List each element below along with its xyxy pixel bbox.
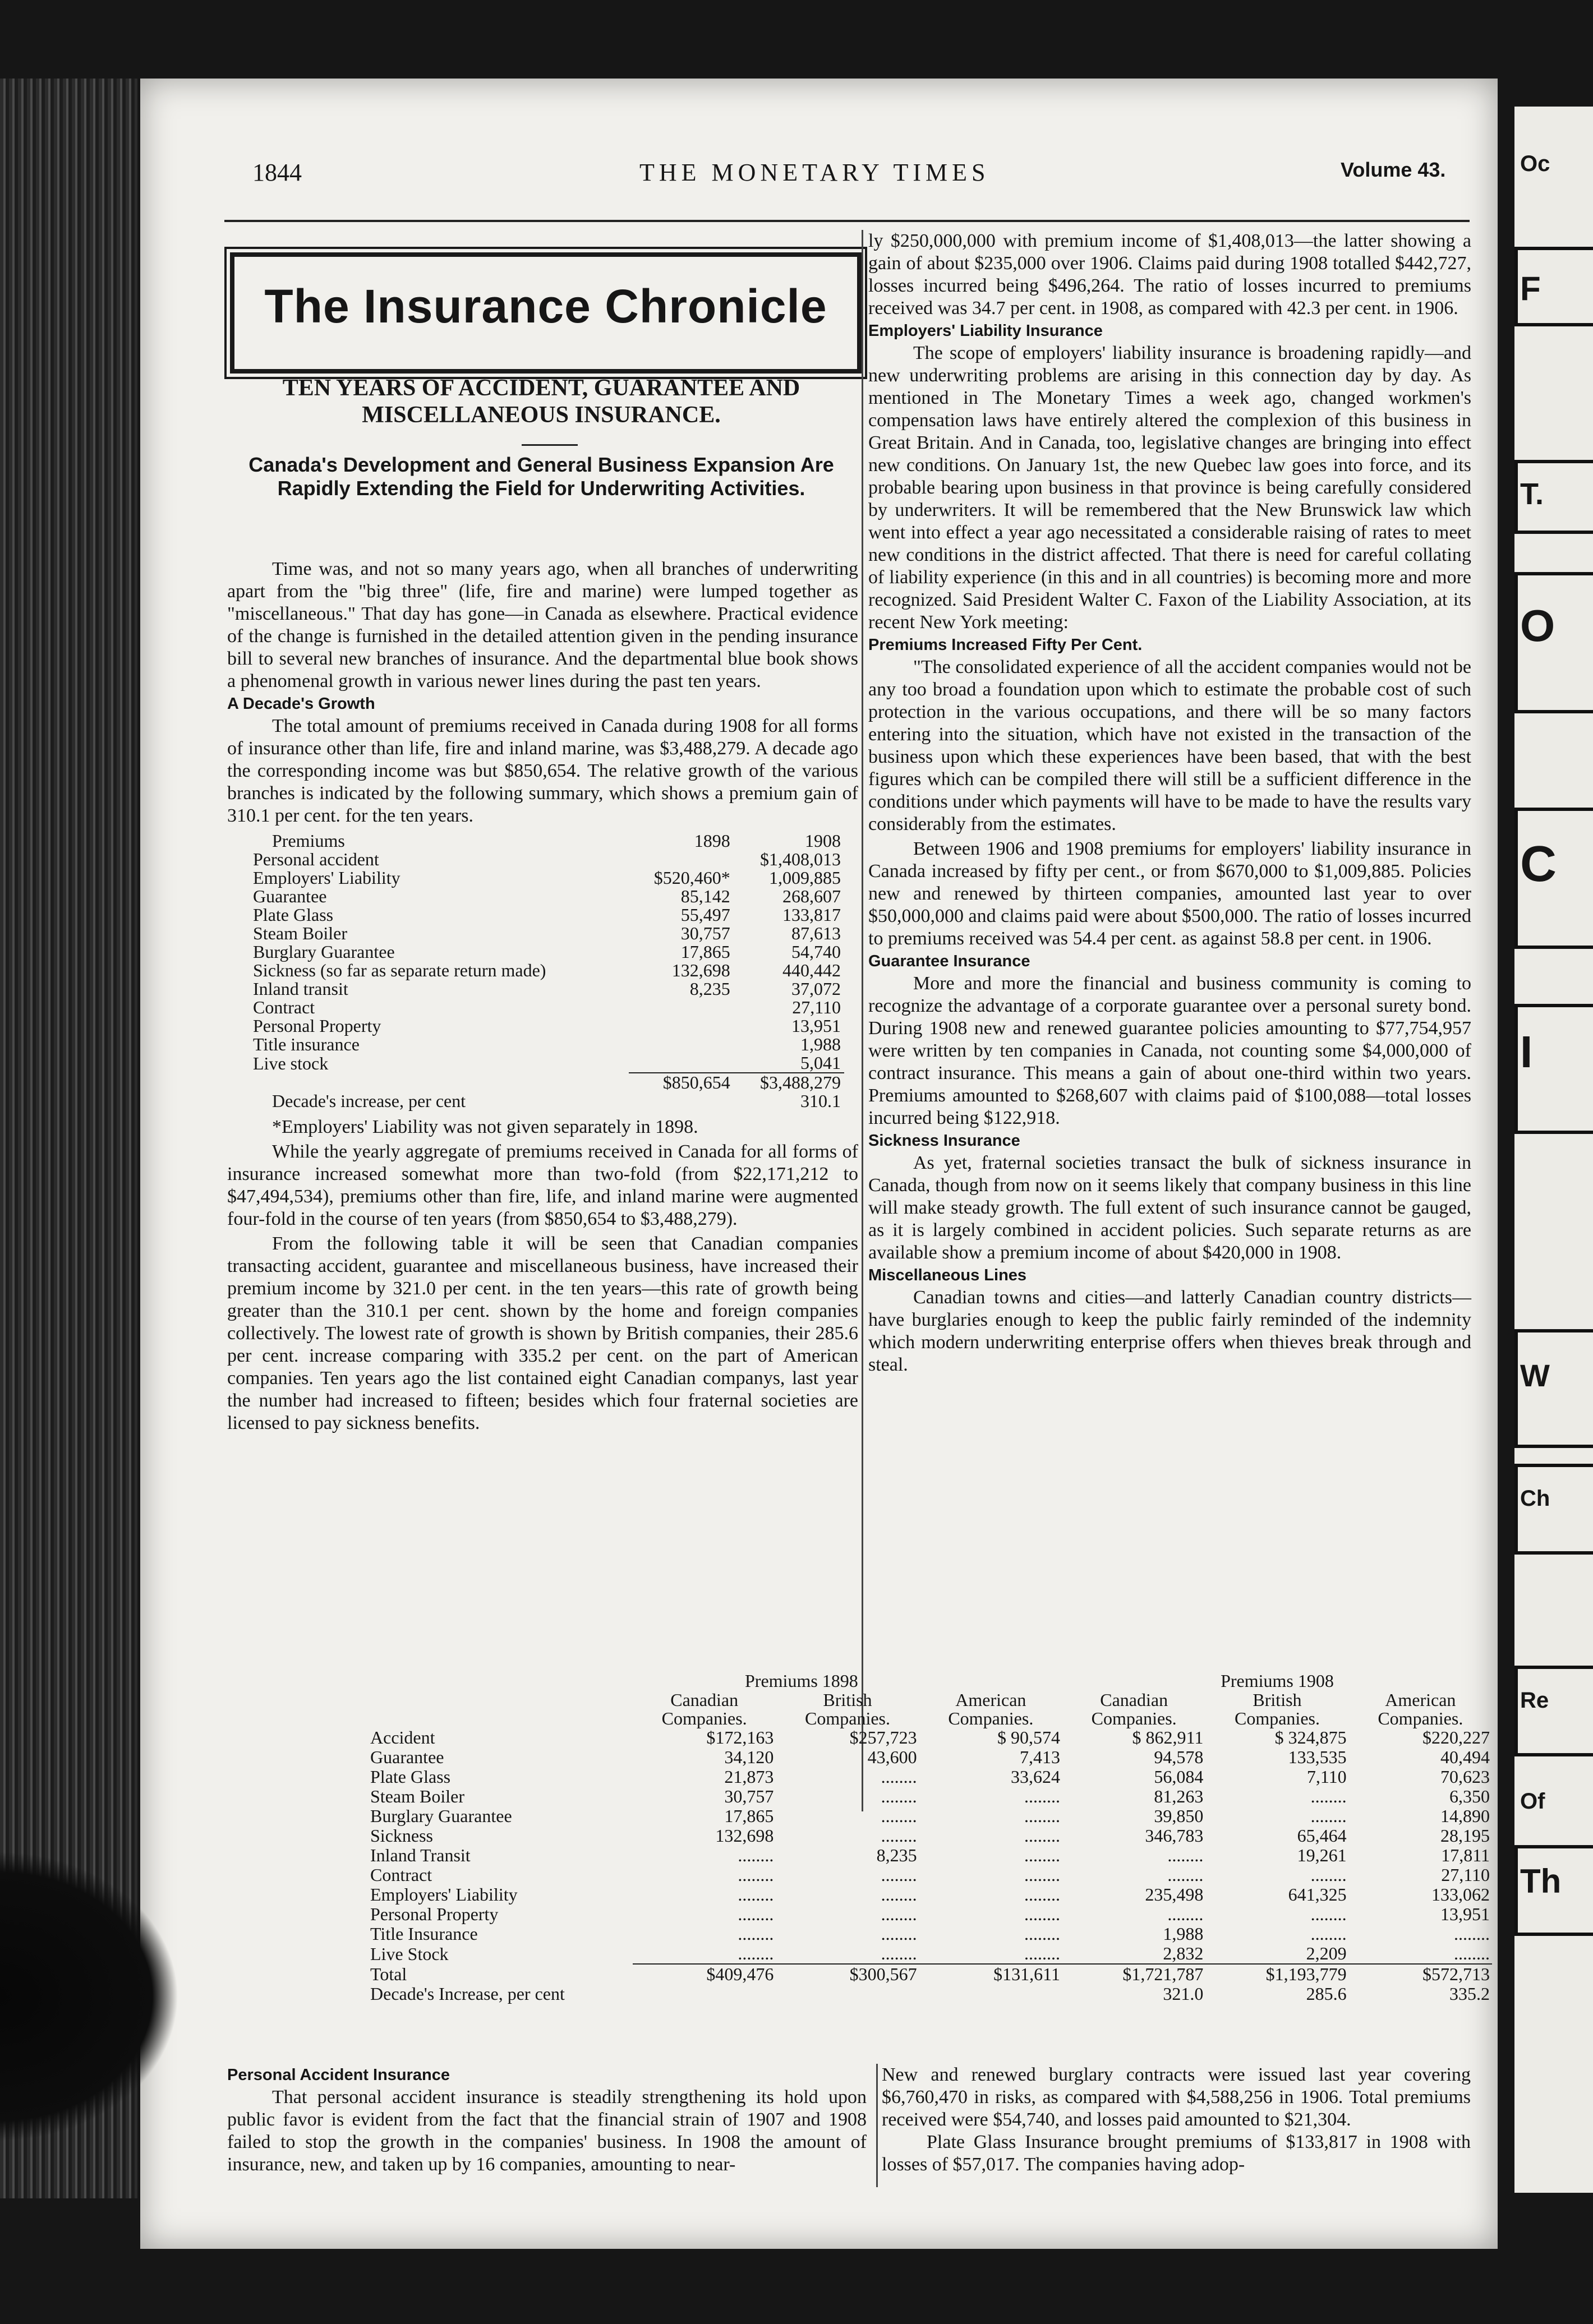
burglary-section xyxy=(882,2064,1471,2176)
column-divider xyxy=(876,2064,878,2187)
continued-paragraph: ly $250,000,000 with premium income of $1,408,013—the latter showing a gain of about $235,000 over 1906. Claims paid during 1908 totalled $442,727, losses incurred being $496,264. The ratio of losses incurred to premiums received was 34.7 per cent. in 1908, as compared with 42.3 per cent. in 1906. xyxy=(868,230,1471,319)
table-cell: 641,325 xyxy=(1288,1884,1347,1905)
row-label: Title insurance xyxy=(253,1034,360,1054)
section-banner xyxy=(230,252,862,374)
table-cell: ........ xyxy=(738,1884,774,1905)
table-cell: ........ xyxy=(881,1865,917,1885)
table-cell: 70,623 xyxy=(1440,1767,1490,1787)
table-row xyxy=(250,924,844,943)
increase-american: 335.2 xyxy=(1449,1984,1490,2004)
value-1908: 13,951 xyxy=(791,1016,841,1036)
margin-fragment: Th xyxy=(1520,1862,1562,1900)
table-cell: ........ xyxy=(1024,1924,1060,1944)
table-cell: 39,850 xyxy=(1154,1806,1204,1826)
company-column-header xyxy=(1349,1691,1492,1728)
plate-glass-paragraph: Plate Glass Insurance brought premiums of $133,817 in 1908 with losses of $57,017. The companies having adop- xyxy=(882,2132,1471,2175)
total-cell: $300,567 xyxy=(776,1964,919,1984)
table-cell: 8,235 xyxy=(876,1845,917,1865)
table-cell: ........ xyxy=(881,1904,917,1924)
table-cell: $ 90,574 xyxy=(997,1727,1060,1747)
faxon-quote: "The consolidated experience of all the accident companies would not be any too broad a foundation upon which to estimate the probable cost of such protection in the various occupations, and there will be so many factors entering into the situation, which have not existed in the transaction of the business upon which these experiences have been based, that with the best figures which can be compiled there will still be a sufficient difference in the conditions under which payments will have to be made to have the results vary considerably from the estimates. xyxy=(868,657,1471,834)
table-cell: 7,413 xyxy=(1019,1747,1060,1767)
total-cell: $131,611 xyxy=(919,1964,1062,1984)
value-1898: $520,460* xyxy=(653,868,730,888)
margin-fragment: T. xyxy=(1520,477,1544,511)
company-column-header xyxy=(919,1691,1062,1728)
table-row xyxy=(325,1924,1492,1944)
value-1898: 132,698 xyxy=(671,960,730,980)
table-row xyxy=(325,1806,1492,1826)
table-cell: ........ xyxy=(1024,1825,1060,1846)
table-row xyxy=(250,869,844,887)
year-header: 1908 xyxy=(805,831,841,851)
margin-fragment: F xyxy=(1520,270,1541,307)
table-cell: $220,227 xyxy=(1422,1727,1490,1747)
table-row xyxy=(250,887,844,906)
row-label: Burglary Guarantee xyxy=(253,942,395,962)
table-row xyxy=(325,1885,1492,1905)
table-cell: ........ xyxy=(1024,1943,1060,1963)
row-label: Inland Transit xyxy=(370,1845,471,1865)
table-cell: 81,263 xyxy=(1154,1786,1204,1806)
guarantee-heading: Guarantee Insurance xyxy=(868,952,1030,970)
table-cell: ........ xyxy=(738,1943,774,1963)
misc-heading: Miscellaneous Lines xyxy=(868,1266,1027,1284)
margin-fragment: Ch xyxy=(1520,1486,1550,1511)
table-cell: ........ xyxy=(738,1845,774,1865)
summary-table xyxy=(250,832,844,1110)
company-total-row xyxy=(325,1964,1492,1984)
table-cell: 19,261 xyxy=(1297,1845,1347,1865)
table-row xyxy=(325,1905,1492,1924)
row-label: Personal accident xyxy=(253,849,379,869)
table-cell: ........ xyxy=(881,1786,917,1806)
row-label: Live stock xyxy=(253,1053,329,1073)
value-1898 xyxy=(629,1035,734,1054)
row-label: Guarantee xyxy=(253,886,327,906)
margin-fragment: Of xyxy=(1520,1789,1545,1814)
value-1908: 1,009,885 xyxy=(769,868,841,888)
table-cell: ........ xyxy=(881,1924,917,1944)
total-label: Total xyxy=(370,1963,407,1984)
company-column-header xyxy=(1205,1691,1348,1728)
margin-fragment: I xyxy=(1520,1027,1533,1077)
row-label: Steam Boiler xyxy=(370,1786,464,1806)
value-1898: 85,142 xyxy=(680,886,730,906)
table-row xyxy=(250,1054,844,1073)
row-label: Burglary Guarantee xyxy=(370,1806,512,1826)
value-1898 xyxy=(629,998,734,1017)
value-1908: 268,607 xyxy=(782,886,841,906)
journal-title: THE MONETARY TIMES xyxy=(639,159,990,186)
table-row xyxy=(325,1826,1492,1846)
table-cell: ........ xyxy=(738,1904,774,1924)
table-cell: 56,084 xyxy=(1154,1767,1204,1787)
table-cell: ........ xyxy=(738,1865,774,1885)
table-cell: $ 862,911 xyxy=(1132,1727,1204,1747)
table-cell: 94,578 xyxy=(1154,1747,1204,1767)
row-label: Employers' Liability xyxy=(370,1884,518,1905)
table-cell: 1,988 xyxy=(1163,1924,1204,1944)
fifty-percent-heading: Premiums Increased Fifty Per Cent. xyxy=(868,636,1143,654)
value-1908: 133,817 xyxy=(782,905,841,925)
table-cell: 132,698 xyxy=(715,1825,774,1846)
table-cell: ........ xyxy=(1310,1806,1347,1826)
table-cell: 13,951 xyxy=(1440,1904,1490,1924)
row-label: Inland transit xyxy=(253,979,348,999)
row-label: Employers' Liability xyxy=(253,868,400,888)
article-subheadline: Canada's Development and General Business Expansion Are Rapidly Extending the Field for Underwriting Activities. xyxy=(248,453,834,500)
table-cell: ........ xyxy=(1024,1786,1060,1806)
margin-fragment: C xyxy=(1520,836,1557,892)
value-1908: 27,110 xyxy=(792,997,841,1017)
table-cell: ........ xyxy=(1310,1865,1347,1885)
header-line: Canadian xyxy=(670,1690,739,1710)
burglary-paragraph: New and renewed burglary contracts were issued last year covering $6,760,470 in risks, as compared with $4,588,256 in 1906. Total premiums received were $54,740, and losses paid amounted to $21,304. xyxy=(882,2064,1471,2130)
header-line: Companies. xyxy=(948,1708,1034,1728)
table-cell: 33,624 xyxy=(1010,1767,1060,1787)
table-cell: ........ xyxy=(1167,1845,1204,1865)
table-row xyxy=(325,1787,1492,1806)
company-increase-row xyxy=(325,1984,1492,2004)
table-cell: ........ xyxy=(1310,1924,1347,1944)
row-label: Contract xyxy=(253,997,315,1017)
value-1898 xyxy=(629,1017,734,1035)
margin-fragment: W xyxy=(1520,1358,1550,1393)
row-label: Accident xyxy=(370,1727,435,1747)
row-label: Plate Glass xyxy=(253,905,334,925)
table-cell: ........ xyxy=(881,1943,917,1963)
table-row xyxy=(250,998,844,1017)
table-cell: ........ xyxy=(881,1884,917,1905)
page-number: 1844 xyxy=(252,159,302,186)
table-cell: ........ xyxy=(738,1924,774,1944)
guarantee-paragraph: More and more the financial and business community is coming to recognize the advantage of a corporate guarantee over a personal surety bond. During 1908 new and renewed guarantee policies amounting to $77,754,957 were written by ten companies in Canada, not counting some $4,000,000 of contract insurance. This means a gain of about one-third within two years. Premiums amounted to $268,607 with claims paid of $100,088—total losses incurred being $122,918. xyxy=(868,973,1471,1128)
employers-heading: Employers' Liability Insurance xyxy=(868,322,1103,340)
misc-paragraph: Canadian towns and cities—and latterly Canadian country districts—have burglaries enough to keep the public fairly reminded of the indemnity which modern underwriting enterprise offers when thieves break through and steal. xyxy=(868,1287,1471,1375)
increase-label: Decade's increase, per cent xyxy=(272,1091,466,1111)
row-label: Personal Property xyxy=(253,1016,381,1036)
table-cell: 17,811 xyxy=(1441,1845,1490,1865)
table-cell: ........ xyxy=(1024,1865,1060,1885)
table-cell: ........ xyxy=(1024,1806,1060,1826)
aggregate-paragraph: While the yearly aggregate of premiums received in Canada for all forms of insurance increased somewhat more than two-fold (from $22,171,212 to $47,494,534), premiums other than fire, life, and inland marine were augmented four-fold in the course of ten years (from $850,654 to $3,488,279). xyxy=(227,1141,858,1229)
table-cell: ........ xyxy=(881,1806,917,1826)
table-cell: ........ xyxy=(1454,1924,1490,1944)
row-label: Contract xyxy=(370,1865,432,1885)
value-1908: $1,408,013 xyxy=(760,849,841,869)
table-cell: 6,350 xyxy=(1449,1786,1490,1806)
row-label: Guarantee xyxy=(370,1747,444,1767)
header-line: Companies. xyxy=(661,1708,747,1728)
column-label: Premiums xyxy=(272,831,345,851)
table-row xyxy=(250,961,844,980)
header-line: Companies. xyxy=(1234,1708,1320,1728)
increase-value: 310.1 xyxy=(800,1091,841,1111)
value-1908: 54,740 xyxy=(791,942,841,962)
year-header: 1898 xyxy=(694,831,730,851)
sickness-paragraph: As yet, fraternal societies transact the bulk of sickness insurance in Canada, though from now on it seems likely that company business in this line will make steady growth. The full extent of such insurance cannot be gauged, as it is largely combined in accident policies. Such separate returns as are available show a premium income of about $420,000 in 1908. xyxy=(868,1152,1471,1263)
table-cell: 133,062 xyxy=(1431,1884,1490,1905)
row-label: Live Stock xyxy=(370,1943,449,1964)
row-label: Sickness (so far as separate return made) xyxy=(253,960,546,980)
table-row xyxy=(250,980,844,998)
table-cell: 34,120 xyxy=(724,1747,774,1767)
table-cell: 2,832 xyxy=(1163,1943,1204,1963)
header-line: American xyxy=(1385,1690,1456,1710)
facing-page-strip xyxy=(1514,107,1593,2193)
total-cell: $1,193,779 xyxy=(1205,1964,1348,1984)
table-row xyxy=(325,1944,1492,1964)
companies-paragraph: From the following table it will be seen that Canadian companies transacting accident, guarantee and miscellaneous business, have increased their premium income by 321.0 per cent. in the ten years—this rate of growth being greater than the 310.1 per cent. shown by the home and foreign companies collectively. The lowest rate of growth is shown by British companies, their 285.6 per cent. increase comparing with 335.2 per cent. on the part of American companies. Ten years ago the list contained eight Canadian companys, last year the number had increased to fifteen; besides which four fraternal societies are licensed to pay sickness benefits. xyxy=(227,1233,858,1433)
footnote: *Employers' Liability was not given separately in 1898. xyxy=(272,1117,698,1137)
decade-heading: A Decade's Growth xyxy=(227,695,375,713)
header-line: Companies. xyxy=(1378,1708,1463,1728)
row-label: Personal Property xyxy=(370,1904,499,1924)
table-cell: ........ xyxy=(1024,1884,1060,1905)
row-label: Sickness xyxy=(370,1825,433,1846)
decade-paragraph: The total amount of premiums received in Canada during 1908 for all forms of insurance other than life, fire and inland marine, was $3,488,279. A decade ago the corresponding income was but $850,654. The relative growth of the various branches is indicated by the following summary, which shows a premium gain of 310.1 per cent. for the ten years. xyxy=(227,716,858,826)
fifty-percent-paragraph: Between 1906 and 1908 premiums for employers' liability insurance in Canada increased by fifty per cent., or from $670,000 to $1,009,885. Policies new and renewed by thirteen companies, amounted last year to over $50,000,000 and claims paid were about $500,000. The ratio of losses incurred to premiums received was 54.4 per cent. as against 58.8 per cent. in 1906. xyxy=(868,838,1471,949)
value-1908: 87,613 xyxy=(791,923,841,943)
header-line: Companies. xyxy=(805,1708,890,1728)
table-row xyxy=(325,1747,1492,1767)
company-premiums-table xyxy=(325,1671,1492,2004)
left-column xyxy=(227,558,858,1435)
value-1898 xyxy=(629,1054,734,1073)
table-row xyxy=(325,1767,1492,1787)
increase-british: 285.6 xyxy=(1306,1984,1347,2004)
value-1908: 440,442 xyxy=(782,960,841,980)
header-line: British xyxy=(1253,1690,1302,1710)
intro-paragraph: Time was, and not so many years ago, when all branches of underwriting apart from the "big three" (life, fire and marine) were lumped together as "miscellaneous." That day has gone—in Canada as elsewhere. Practical evidence of the change is furnished in the detailed attention given in the pending insurance bill to several new branches of insurance. And the departmental blue book shows a phenomenal growth in various newer lines during the past ten years. xyxy=(227,559,858,691)
table-cell: 65,464 xyxy=(1297,1825,1347,1846)
margin-fragment: Re xyxy=(1520,1688,1549,1713)
personal-accident-section xyxy=(227,2064,867,2176)
table-cell: 43,600 xyxy=(867,1747,917,1767)
value-1898: 55,497 xyxy=(680,905,730,925)
table-cell: ........ xyxy=(1310,1904,1347,1924)
total-cell: $409,476 xyxy=(633,1964,776,1984)
title-1898: Premiums 1898 xyxy=(745,1671,858,1691)
table-cell: 14,890 xyxy=(1440,1806,1490,1826)
table-cell: 133,535 xyxy=(1288,1747,1347,1767)
table-cell: 346,783 xyxy=(1145,1825,1204,1846)
row-label: Plate Glass xyxy=(370,1767,451,1787)
company-column-header xyxy=(776,1691,919,1728)
right-column xyxy=(868,230,1471,1376)
table-cell: 2,209 xyxy=(1306,1943,1347,1963)
header-line: American xyxy=(955,1690,1026,1710)
table-row xyxy=(250,943,844,961)
header-line: Canadian xyxy=(1100,1690,1168,1710)
table-cell: 235,498 xyxy=(1145,1884,1204,1905)
table-cell: ........ xyxy=(1024,1904,1060,1924)
table-cell: 30,757 xyxy=(724,1786,774,1806)
table-cell: ........ xyxy=(1167,1904,1204,1924)
table-cell: 17,865 xyxy=(724,1806,774,1826)
table-cell: 27,110 xyxy=(1441,1865,1490,1885)
total-cell: $572,713 xyxy=(1349,1964,1492,1984)
table-row xyxy=(250,1035,844,1054)
section-title: The Insurance Chronicle xyxy=(264,280,827,333)
row-label: Title Insurance xyxy=(370,1924,478,1944)
total-1898: $850,654 xyxy=(629,1073,734,1092)
table-cell: 40,494 xyxy=(1440,1747,1490,1767)
sickness-heading: Sickness Insurance xyxy=(868,1132,1020,1150)
increase-row xyxy=(250,1092,844,1110)
table-cell: $ 324,875 xyxy=(1274,1727,1347,1747)
table-cell: $257,723 xyxy=(849,1727,917,1747)
table-row xyxy=(250,906,844,924)
company-column-header xyxy=(633,1691,776,1728)
personal-heading: Personal Accident Insurance xyxy=(227,2066,450,2084)
volume-label: Volume 43. xyxy=(1341,158,1446,181)
company-column-header xyxy=(1062,1691,1205,1728)
employers-paragraph: The scope of employers' liability insurance is broadening rapidly—and new underwriting problems are arising in this connection day by day. As mentioned in The Monetary Times a week ago, changed workmen's compensation laws have entirely altered the complexion of this business in Great Britain. And in Canada, too, legislative changes are bringing into effect new conditions. On January 1st, the new Quebec law goes into force, and its probable bearing upon business in that province is being carefully considered by underwriters. It will be remembered that the New Brunswick law which went into effect a year ago necessitated a considerable raising of rates to meet new conditions in the district affected. That there is need for careful collating of liability experience (in this and in all countries) is becoming more and more recognized. Said President Walter C. Faxon of the Liability Association, at its recent New York meeting: xyxy=(868,343,1471,633)
value-1908: 37,072 xyxy=(791,979,841,999)
margin-fragment: Oc xyxy=(1520,151,1550,176)
increase-canadian: 321.0 xyxy=(1163,1984,1204,2004)
article-headline: TEN YEARS OF ACCIDENT, GUARANTEE AND MISCELLANEOUS INSURANCE. xyxy=(282,375,800,428)
value-1898: 30,757 xyxy=(680,923,730,943)
header-line: British xyxy=(823,1690,872,1710)
total-row xyxy=(250,1073,844,1092)
header-rule xyxy=(224,220,1470,222)
table-cell: ........ xyxy=(1024,1845,1060,1865)
total-1908: $3,488,279 xyxy=(734,1073,844,1092)
margin-fragment: O xyxy=(1520,601,1555,651)
value-1898 xyxy=(629,850,734,869)
table-row xyxy=(325,1865,1492,1885)
table-cell: 7,110 xyxy=(1306,1767,1347,1787)
table-cell: ........ xyxy=(1167,1865,1204,1885)
column-divider xyxy=(862,230,863,1811)
table-row xyxy=(250,850,844,869)
table-row xyxy=(250,1017,844,1035)
headline-rule xyxy=(522,444,578,446)
table-row xyxy=(325,1728,1492,1747)
table-header-row xyxy=(250,832,844,850)
header-line: Companies. xyxy=(1091,1708,1177,1728)
table-cell: ........ xyxy=(1454,1943,1490,1963)
table-cell: 21,873 xyxy=(724,1767,774,1787)
table-row xyxy=(325,1846,1492,1865)
table-title-row xyxy=(325,1671,1492,1691)
increase-label: Decade's Increase, per cent xyxy=(370,1984,565,2004)
row-label: Steam Boiler xyxy=(253,923,347,943)
value-1898: 17,865 xyxy=(680,942,730,962)
value-1908: 5,041 xyxy=(800,1053,841,1073)
column-header-row xyxy=(325,1691,1492,1728)
personal-paragraph: That personal accident insurance is steadily strengthening its hold upon public favor is evident from the fact that the financial strain of 1907 and 1908 failed to stop the growth in the companies' business. In 1908 the amount of insurance, new, and taken up by 16 companies, amounting to near- xyxy=(227,2087,867,2175)
value-1908: 1,988 xyxy=(800,1034,841,1054)
title-1908: Premiums 1908 xyxy=(1221,1671,1334,1691)
table-cell: ........ xyxy=(1310,1786,1347,1806)
total-cell: $1,721,787 xyxy=(1062,1964,1205,1984)
table-cell: $172,163 xyxy=(706,1727,774,1747)
table-cell: ........ xyxy=(881,1767,917,1787)
table-cell: ........ xyxy=(881,1825,917,1846)
value-1898: 8,235 xyxy=(689,979,730,999)
table-cell: 28,195 xyxy=(1440,1825,1490,1846)
thumb-shadow xyxy=(0,1851,179,2142)
